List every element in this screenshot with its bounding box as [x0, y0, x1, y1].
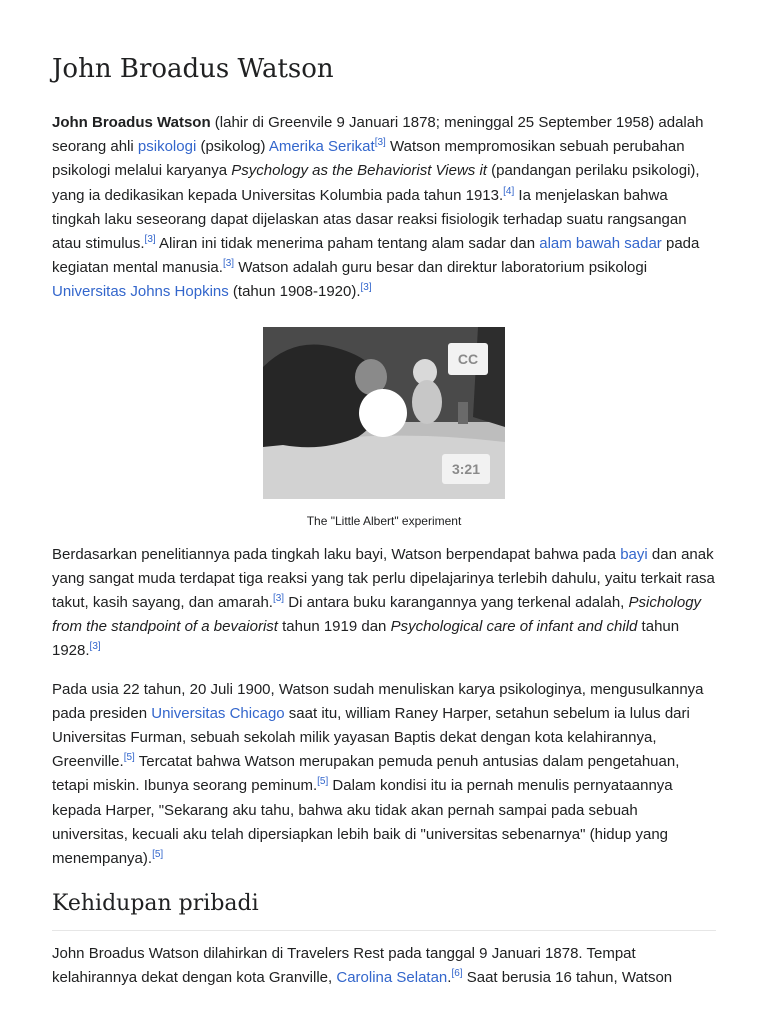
text-run: John Broadus Watson dilahirkan di Travelers Rest pada tanggal 9 Januari 1878. Tempat kelahirannya dekat dengan kota Granville,	[52, 945, 636, 987]
link-bayi[interactable]: bayi	[620, 545, 648, 563]
text-run: Di antara buku karangannya yang terkenal adalah,	[284, 594, 629, 612]
video-player[interactable]	[263, 327, 505, 499]
ref-3[interactable]: [3]	[89, 641, 101, 653]
ref-6[interactable]: [6]	[451, 968, 463, 980]
ref-5[interactable]: [5]	[152, 849, 164, 861]
text-run: Watson adalah guru besar dan direktur laboratorium psikologi	[234, 259, 648, 277]
paragraph-infant-behavior	[52, 543, 716, 664]
text-run: Saat berusia 16 tahun, Watson	[462, 969, 673, 987]
text-run: Watson mempromosikan sebuah perubahan psikologi melalui karyanya	[52, 138, 685, 180]
text-run: (psikolog)	[196, 138, 269, 156]
text-run: Berdasarkan penelitiannya pada tingkah laku bayi, Watson berpendapat bahwa pada	[52, 545, 621, 563]
ref-5[interactable]: [5]	[317, 776, 329, 788]
text-run: Aliran ini tidak menerima paham tentang alam sadar dan	[155, 235, 540, 253]
book-title: Psychological care of infant and child	[390, 618, 638, 636]
text-run: Pada usia 22 tahun, 20 Juli 1900, Watson sudah menuliskan karya psikologinya, mengusulkannya pada presiden	[52, 680, 704, 722]
video-figure	[263, 327, 505, 529]
period: .	[447, 969, 452, 987]
ref-3[interactable]: [3]	[374, 137, 386, 149]
ref-3[interactable]: [3]	[144, 234, 156, 246]
ref-3[interactable]: [3]	[222, 258, 235, 270]
ref-3[interactable]: [3]	[360, 282, 372, 294]
ref-4[interactable]: [4]	[503, 185, 515, 197]
link-psikologi[interactable]: psikologi	[137, 138, 197, 156]
text-run: Tercatat bahwa Watson merupakan pemuda penuh antusias dalam pengetahuan, tetapi miskin. Ibunya seorang peminum.	[52, 753, 680, 795]
intro-paragraph	[52, 111, 716, 305]
link-universitas-johns-hopkins[interactable]: Universitas Johns Hopkins	[52, 283, 229, 301]
text-run: pada kegiatan mental manusia.	[52, 235, 700, 277]
text-run: Ia menjelaskan bahwa tingkah laku seseorang dapat dijelaskan atas dasar reaksi fisiologik terhadap suatu rangsangan atau stimulus.	[52, 186, 687, 253]
text-run: Dalam kondisi itu ia pernah menulis pernyataannya kepada Harper, "Sekarang aku tahu, bahwa aku tidak akan pernah sampai pada sebuah universitas, kecuali aku telah dipersiapkan lebih baik di "universitas sebenarnya" (hidup yang menempanya).	[52, 777, 673, 868]
section-heading-kehidupan-pribadi: Kehidupan pribadi	[52, 889, 716, 931]
page-title: John Broadus Watson	[52, 54, 334, 84]
video-duration: 3:21	[442, 454, 490, 484]
book-title: Psichology from the standpoint of a bevaiorist	[52, 594, 702, 636]
text-run: (lahir di Greenvile 9 Januari 1878; meninggal 25 September 1958) adalah seorang ahli	[52, 114, 704, 156]
book-title: Psychology as the Behaviorist Views it	[231, 162, 487, 180]
link-amerika-serikat[interactable]: Amerika Serikat	[268, 138, 375, 156]
paragraph-personal-life	[52, 942, 716, 990]
text-run: saat itu, william Raney Harper, setahun sebelum ia lulus dari Universitas Furman, sebuah sekolah milik yayasan Baptis dekat dengan kota kelahirannya, Greenville.	[52, 704, 690, 771]
closed-captions-button[interactable]: CC	[448, 343, 488, 375]
figure-caption: The "Little Albert" experiment	[306, 513, 462, 528]
link-alam-bawah-sadar[interactable]: alam bawah sadar	[539, 235, 662, 253]
text-run: (pandangan perilaku psikologi), yang ia dedikasikan kepada Universitas Kolumbia pada tahun 1913.	[52, 162, 700, 204]
text-run: tahun 1928.	[52, 618, 680, 660]
ref-3[interactable]: [3]	[272, 593, 285, 605]
link-universitas-chicago[interactable]: Universitas Chicago	[151, 704, 285, 722]
link-carolina-selatan[interactable]: Carolina Selatan	[336, 969, 448, 987]
text-run: tahun 1919 dan	[277, 618, 391, 636]
paragraph-early-work	[52, 678, 716, 872]
play-icon[interactable]	[359, 389, 407, 437]
ref-5[interactable]: [5]	[123, 752, 135, 764]
text-run: dan anak yang sangat muda terdapat tiga reaksi yang tak perlu dipelajarinya terlebih dahulu, yaitu terkait rasa takut, kasih sayang, dan amarah.	[52, 545, 715, 612]
text-run: (tahun 1908-1920).	[228, 283, 361, 301]
subject-name: John Broadus Watson	[52, 114, 211, 131]
